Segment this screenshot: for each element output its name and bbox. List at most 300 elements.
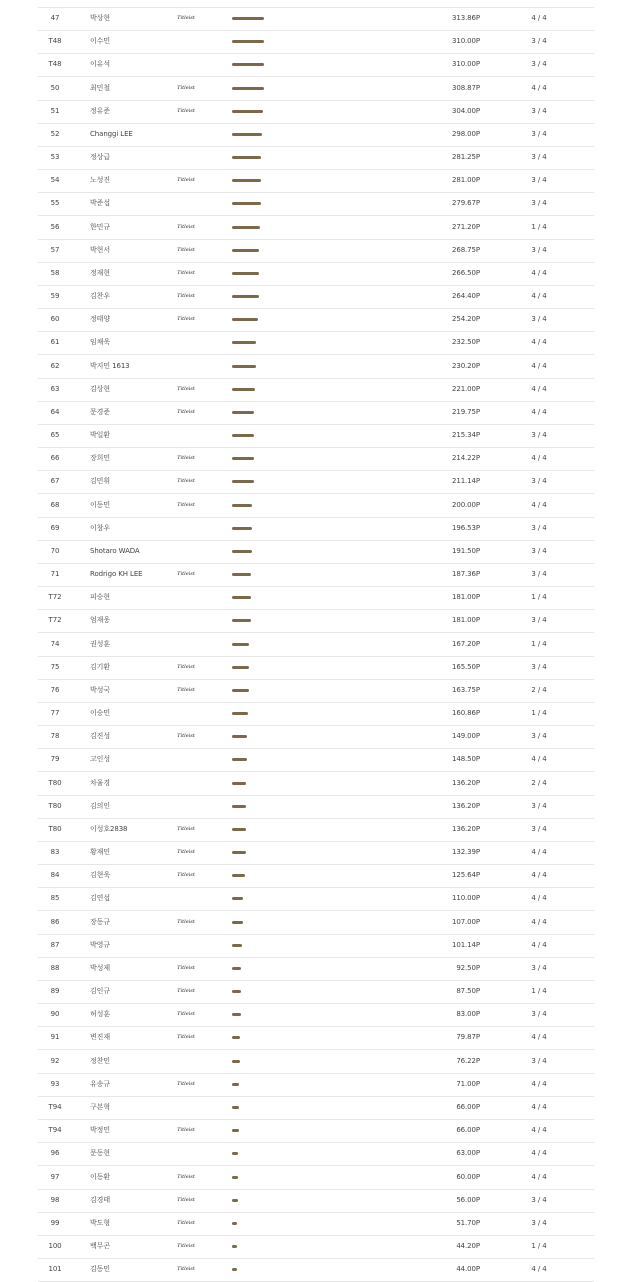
points-bar (232, 295, 259, 298)
player-name-link[interactable]: 이승민 (90, 709, 110, 718)
points-cell: 281.00P (451, 176, 480, 185)
events-cell: 3 / 4 (531, 546, 547, 555)
events-cell: 3 / 4 (531, 153, 547, 162)
player-name-link[interactable]: 이유석 (90, 60, 110, 69)
player-name-link[interactable]: 권성훈 (90, 639, 110, 648)
player-name-link[interactable]: 이동환 (90, 1172, 110, 1181)
player-name-link[interactable]: 김현욱 (90, 871, 110, 880)
player-name-link[interactable]: 피승현 (90, 593, 110, 602)
table-row[interactable] (38, 378, 594, 402)
table-row[interactable] (38, 864, 594, 888)
player-name-link[interactable]: 이수민 (90, 37, 110, 46)
rank-cell: 59 (50, 292, 60, 301)
table-row[interactable] (38, 656, 594, 680)
table-row[interactable] (38, 795, 594, 819)
player-name-link[interactable]: 문경준 (90, 407, 110, 416)
points-bar (232, 480, 254, 483)
player-name-link[interactable]: 고인성 (90, 755, 110, 764)
events-cell: 4 / 4 (531, 14, 547, 22)
points-cell: 232.50P (451, 338, 480, 347)
points-cell: 136.20P (451, 824, 480, 833)
table-row[interactable] (38, 216, 594, 240)
points-bar (232, 712, 248, 715)
events-cell: 4 / 4 (531, 1079, 547, 1088)
points-bar (232, 874, 245, 877)
player-name-link[interactable]: 김의인 (90, 801, 110, 810)
player-name-link[interactable]: 황재민 (90, 848, 110, 857)
player-name-link[interactable]: 김기환 (90, 662, 110, 671)
table-row[interactable] (38, 887, 594, 911)
table-row[interactable] (38, 609, 594, 633)
table-row[interactable] (38, 169, 594, 193)
rank-cell: 90 (50, 1010, 60, 1019)
table-row[interactable] (38, 1026, 594, 1050)
sponsor-logo-icon: Titleist (177, 1266, 195, 1273)
player-name-link[interactable]: 박상현 (90, 14, 110, 22)
points-cell: 136.20P (451, 801, 480, 810)
points-bar (232, 40, 264, 43)
events-cell: 4 / 4 (531, 1033, 547, 1042)
player-name-link[interactable]: 박현서 (90, 245, 110, 254)
points-cell: 196.53P (451, 523, 480, 532)
events-cell: 4 / 4 (531, 917, 547, 926)
player-name-link[interactable]: 장희민 (90, 454, 110, 463)
points-cell: 66.00P (456, 1102, 480, 1111)
points-bar (232, 1222, 237, 1225)
rank-cell: 101 (48, 1265, 62, 1274)
rank-cell: T94 (48, 1102, 62, 1111)
player-name-link[interactable]: 정태양 (90, 315, 110, 324)
points-bar (232, 967, 241, 970)
sponsor-logo-icon: Titleist (177, 1173, 195, 1180)
sponsor-logo-icon: Titleist (177, 1034, 195, 1041)
rank-cell: 65 (50, 431, 60, 440)
points-bar (232, 1176, 238, 1179)
player-name-link[interactable]: Shotaro WADA (90, 546, 140, 555)
events-cell: 4 / 4 (531, 894, 547, 903)
points-cell: 87.50P (456, 987, 480, 996)
events-cell: 3 / 4 (531, 732, 547, 741)
points-cell: 60.00P (456, 1172, 480, 1181)
rank-cell: 54 (50, 176, 60, 185)
events-cell: 3 / 4 (531, 1195, 547, 1204)
player-name-link[interactable]: 변진재 (90, 1033, 110, 1042)
events-cell: 3 / 4 (531, 37, 547, 46)
points-bar (232, 249, 259, 252)
points-cell: 56.00P (456, 1195, 480, 1204)
points-bar (232, 63, 264, 66)
player-name-link[interactable]: 이창우 (90, 523, 110, 532)
rank-cell: 75 (50, 662, 60, 671)
events-cell: 3 / 4 (531, 129, 547, 138)
points-bar (232, 226, 260, 229)
table-row[interactable] (38, 772, 594, 796)
table-row[interactable] (38, 470, 594, 494)
events-cell: 4 / 4 (531, 1149, 547, 1158)
events-cell: 3 / 4 (531, 1218, 547, 1227)
points-cell: 279.67P (451, 199, 480, 208)
points-cell: 219.75P (451, 407, 480, 416)
points-bar (232, 758, 247, 761)
events-cell: 1 / 4 (531, 639, 547, 648)
rank-cell: 78 (50, 732, 60, 741)
table-row[interactable] (38, 447, 594, 471)
table-row[interactable] (38, 1189, 594, 1213)
table-row[interactable] (38, 401, 594, 425)
player-name-link[interactable]: 문동현 (90, 1149, 110, 1158)
rank-cell: 60 (50, 315, 60, 324)
table-row[interactable] (38, 1235, 594, 1259)
rank-cell: 93 (50, 1079, 60, 1088)
table-row[interactable] (38, 1166, 594, 1190)
events-cell: 3 / 4 (531, 176, 547, 185)
rank-cell: 84 (50, 871, 60, 880)
sponsor-logo-icon: Titleist (177, 269, 195, 276)
points-bar (232, 805, 246, 808)
rank-cell: 88 (50, 963, 60, 972)
points-cell: 221.00P (451, 384, 480, 393)
table-row[interactable] (38, 1258, 594, 1282)
points-cell: 163.75P (451, 685, 480, 694)
table-row[interactable] (38, 1212, 594, 1236)
points-bar (232, 365, 256, 368)
points-bar (232, 619, 251, 622)
table-row[interactable] (38, 1073, 594, 1097)
points-cell: 79.87P (456, 1033, 480, 1042)
points-cell: 310.00P (451, 37, 480, 46)
points-bar (232, 643, 249, 646)
points-bar (232, 1268, 237, 1271)
events-cell: 3 / 4 (531, 199, 547, 208)
events-cell: 4 / 4 (531, 1172, 547, 1181)
points-cell: 66.00P (456, 1126, 480, 1135)
rank-cell: 91 (50, 1033, 60, 1042)
table-row[interactable] (38, 53, 594, 77)
events-cell: 3 / 4 (531, 60, 547, 69)
points-cell: 110.00P (451, 894, 480, 903)
points-bar (232, 411, 254, 414)
table-row[interactable] (38, 494, 594, 518)
sponsor-logo-icon: Titleist (177, 223, 195, 230)
rank-cell: 83 (50, 848, 60, 857)
points-cell: 254.20P (451, 315, 480, 324)
events-cell: 4 / 4 (531, 1126, 547, 1135)
player-name-link[interactable]: 김상현 (90, 384, 110, 393)
points-cell: 165.50P (451, 662, 480, 671)
rank-cell: 70 (50, 546, 60, 555)
table-row[interactable] (38, 934, 594, 958)
table-row[interactable] (38, 262, 594, 286)
points-bar (232, 156, 261, 159)
table-row[interactable] (38, 679, 594, 703)
events-cell: 4 / 4 (531, 268, 547, 277)
rank-cell: 51 (50, 106, 60, 115)
player-name-link[interactable]: 박성국 (90, 685, 110, 694)
table-row[interactable] (38, 30, 594, 54)
points-bar (232, 1245, 237, 1248)
rank-cell: 53 (50, 153, 60, 162)
rank-cell: 100 (48, 1242, 62, 1250)
table-row[interactable] (38, 192, 594, 216)
events-cell: 1 / 4 (531, 709, 547, 718)
points-bar (232, 1152, 238, 1155)
player-name-link[interactable]: 박도형 (90, 1218, 110, 1227)
points-cell: 211.14P (451, 477, 480, 486)
sponsor-logo-icon: Titleist (177, 849, 195, 856)
points-bar (232, 133, 262, 136)
player-name-link[interactable]: 김인규 (90, 987, 110, 996)
rank-cell: 68 (50, 500, 60, 509)
table-row[interactable] (38, 957, 594, 981)
rank-cell: T80 (48, 801, 62, 810)
points-bar (232, 1060, 240, 1063)
player-name-link[interactable]: 박준섭 (90, 199, 110, 208)
points-bar (232, 666, 249, 669)
table-row[interactable] (38, 146, 594, 170)
table-row[interactable] (38, 911, 594, 935)
events-cell: 4 / 4 (531, 940, 547, 949)
rank-cell: 63 (50, 384, 60, 393)
player-name-link[interactable]: 박정민 (90, 1126, 110, 1135)
sponsor-logo-icon: Titleist (177, 571, 195, 578)
points-bar (232, 944, 242, 947)
player-name-link[interactable]: 최민철 (90, 83, 110, 92)
rank-cell: 56 (50, 222, 60, 231)
points-cell: 298.00P (451, 129, 480, 138)
sponsor-logo-icon: Titleist (177, 408, 195, 415)
rank-cell: 86 (50, 917, 60, 926)
table-row[interactable] (38, 285, 594, 309)
events-cell: 4 / 4 (531, 1265, 547, 1274)
player-name-link[interactable]: 구본혁 (90, 1102, 110, 1111)
points-bar (232, 851, 246, 854)
points-bar (232, 1106, 239, 1109)
events-cell: 3 / 4 (531, 662, 547, 671)
points-cell: 264.40P (451, 292, 480, 301)
points-bar (232, 550, 252, 553)
sponsor-logo-icon: Titleist (177, 1011, 195, 1018)
events-cell: 2 / 4 (531, 778, 547, 787)
table-row[interactable] (38, 633, 594, 657)
points-cell: 271.20P (451, 222, 480, 231)
sponsor-logo-icon: Titleist (177, 455, 195, 462)
sponsor-logo-icon: Titleist (177, 825, 195, 832)
events-cell: 2 / 4 (531, 685, 547, 694)
sponsor-logo-icon: Titleist (177, 988, 195, 995)
sponsor-logo-icon: Titleist (177, 501, 195, 508)
points-cell: 92.50P (456, 963, 480, 972)
points-bar (232, 341, 256, 344)
sponsor-logo-icon: Titleist (177, 1196, 195, 1203)
points-cell: 268.75P (451, 245, 480, 254)
table-row[interactable] (38, 424, 594, 448)
player-name-link[interactable]: 김민휘 (90, 477, 110, 486)
player-name-link[interactable]: 김연섭 (90, 894, 110, 903)
points-cell: 308.87P (451, 83, 480, 92)
table-row[interactable] (38, 980, 594, 1004)
events-cell: 4 / 4 (531, 83, 547, 92)
sponsor-logo-icon: Titleist (177, 385, 195, 392)
player-name-link[interactable]: 노성진 (90, 176, 110, 185)
sponsor-logo-icon: Titleist (177, 84, 195, 91)
events-cell: 3 / 4 (531, 523, 547, 532)
points-bar (232, 1013, 241, 1016)
table-row[interactable] (38, 1142, 594, 1166)
points-bar (232, 179, 261, 182)
player-name-link[interactable]: Changgi LEE (90, 129, 133, 138)
player-name-link[interactable]: 허성훈 (90, 1010, 110, 1019)
sponsor-logo-icon: Titleist (177, 107, 195, 114)
table-row[interactable] (38, 1119, 594, 1143)
points-cell: 310.00P (451, 60, 480, 69)
player-name-link[interactable]: 김동민 (90, 1265, 110, 1274)
sponsor-logo-icon: Titleist (177, 316, 195, 323)
points-cell: 76.22P (456, 1056, 480, 1065)
points-cell: 63.00P (456, 1149, 480, 1158)
points-cell: 187.36P (451, 570, 480, 579)
events-cell: 4 / 4 (531, 338, 547, 347)
points-bar (232, 689, 249, 692)
rank-cell: 47 (50, 14, 60, 22)
table-row[interactable] (38, 1096, 594, 1120)
player-name-link[interactable]: 엄재웅 (90, 616, 110, 625)
sponsor-logo-icon: Titleist (177, 1219, 195, 1226)
table-row[interactable] (38, 540, 594, 564)
events-cell: 4 / 4 (531, 848, 547, 857)
sponsor-logo-icon: Titleist (177, 872, 195, 879)
table-row[interactable] (38, 586, 594, 610)
player-name-link[interactable]: 정상급 (90, 153, 110, 162)
rank-cell: 89 (50, 987, 60, 996)
rank-cell: 97 (50, 1172, 60, 1181)
rank-cell: 87 (50, 940, 60, 949)
rank-cell: T48 (48, 37, 62, 46)
events-cell: 1 / 4 (531, 593, 547, 602)
player-name-link[interactable]: 장동규 (90, 917, 110, 926)
events-cell: 3 / 4 (531, 824, 547, 833)
sponsor-logo-icon: Titleist (177, 1243, 195, 1249)
rank-cell: T72 (48, 616, 62, 625)
points-bar (232, 318, 258, 321)
rank-cell: T48 (48, 60, 62, 69)
table-row[interactable] (38, 100, 594, 124)
table-row[interactable] (38, 331, 594, 355)
player-name-link[interactable]: 임채욱 (90, 338, 110, 347)
player-name-link[interactable]: 한민규 (90, 222, 110, 231)
rank-cell: 92 (50, 1056, 60, 1065)
points-bar (232, 1199, 238, 1202)
table-row[interactable] (38, 748, 594, 772)
rank-cell: 50 (50, 83, 60, 92)
table-row[interactable] (38, 1050, 594, 1074)
table-row[interactable] (38, 1003, 594, 1027)
rank-cell: 58 (50, 268, 60, 277)
points-cell: 148.50P (451, 755, 480, 764)
points-cell: 83.00P (456, 1010, 480, 1019)
table-row[interactable] (38, 308, 594, 332)
points-bar (232, 110, 263, 113)
player-name-link[interactable]: Rodrigo KH LEE (90, 570, 143, 579)
points-cell: 160.86P (451, 709, 480, 718)
player-name-link[interactable]: 유송규 (90, 1079, 110, 1088)
rank-cell: 76 (50, 685, 60, 694)
sponsor-logo-icon: Titleist (177, 663, 195, 670)
events-cell: 3 / 4 (531, 431, 547, 440)
player-name-link[interactable]: 박성제 (90, 963, 110, 972)
points-cell: 304.00P (451, 106, 480, 115)
sponsor-logo-icon: Titleist (177, 918, 195, 925)
points-cell: 181.00P (451, 593, 480, 602)
player-name-link[interactable]: 이성호2838 (90, 824, 128, 833)
player-name-link[interactable]: 김경태 (90, 1195, 110, 1204)
table-row[interactable] (38, 123, 594, 147)
table-row[interactable] (38, 239, 594, 263)
player-name-link[interactable]: 이동민 (90, 500, 110, 509)
table-row[interactable] (38, 355, 594, 379)
table-row[interactable] (38, 563, 594, 587)
points-bar (232, 272, 259, 275)
points-bar (232, 1083, 239, 1086)
rank-cell: 57 (50, 245, 60, 254)
points-bar (232, 1036, 240, 1039)
rank-cell: 55 (50, 199, 60, 208)
points-cell: 107.00P (451, 917, 480, 926)
points-cell: 167.20P (451, 639, 480, 648)
table-row[interactable] (38, 7, 594, 31)
rank-cell: T80 (48, 824, 62, 833)
player-name-link[interactable]: 백무곤 (90, 1242, 110, 1250)
table-row[interactable] (38, 702, 594, 726)
events-cell: 1 / 4 (531, 222, 547, 231)
points-cell: 214.22P (451, 454, 480, 463)
table-row[interactable] (38, 517, 594, 541)
points-bar (232, 897, 243, 900)
points-cell: 313.86P (451, 14, 480, 22)
points-cell: 191.50P (451, 546, 480, 555)
player-name-link[interactable]: 정찬민 (90, 1056, 110, 1065)
player-name-link[interactable]: 김찬우 (90, 292, 110, 301)
table-row[interactable] (38, 818, 594, 842)
events-cell: 3 / 4 (531, 1056, 547, 1065)
points-bar (232, 388, 255, 391)
player-name-link[interactable]: 정재현 (90, 268, 110, 277)
points-bar (232, 17, 264, 20)
player-name-link[interactable]: 김진성 (90, 732, 110, 741)
table-row[interactable] (38, 725, 594, 749)
table-row[interactable] (38, 841, 594, 865)
sponsor-logo-icon: Titleist (177, 478, 195, 485)
player-name-link[interactable]: 박지민 1613 (90, 361, 130, 370)
player-name-link[interactable]: 정유준 (90, 106, 110, 115)
rank-cell: 98 (50, 1195, 60, 1204)
points-bar (232, 735, 247, 738)
rank-cell: 66 (50, 454, 60, 463)
player-name-link[interactable]: 박일환 (90, 431, 110, 440)
points-cell: 136.20P (451, 778, 480, 787)
player-name-link[interactable]: 박영규 (90, 940, 110, 949)
points-cell: 101.14P (451, 940, 480, 949)
points-cell: 51.70P (456, 1218, 480, 1227)
points-bar (232, 828, 246, 831)
points-cell: 125.64P (451, 871, 480, 880)
rank-cell: 96 (50, 1149, 60, 1158)
player-name-link[interactable]: 차율경 (90, 778, 110, 787)
rank-cell: 64 (50, 407, 60, 416)
points-bar (232, 504, 252, 507)
sponsor-logo-icon: Titleist (177, 964, 195, 971)
points-bar (232, 921, 243, 924)
table-row[interactable] (38, 77, 594, 101)
